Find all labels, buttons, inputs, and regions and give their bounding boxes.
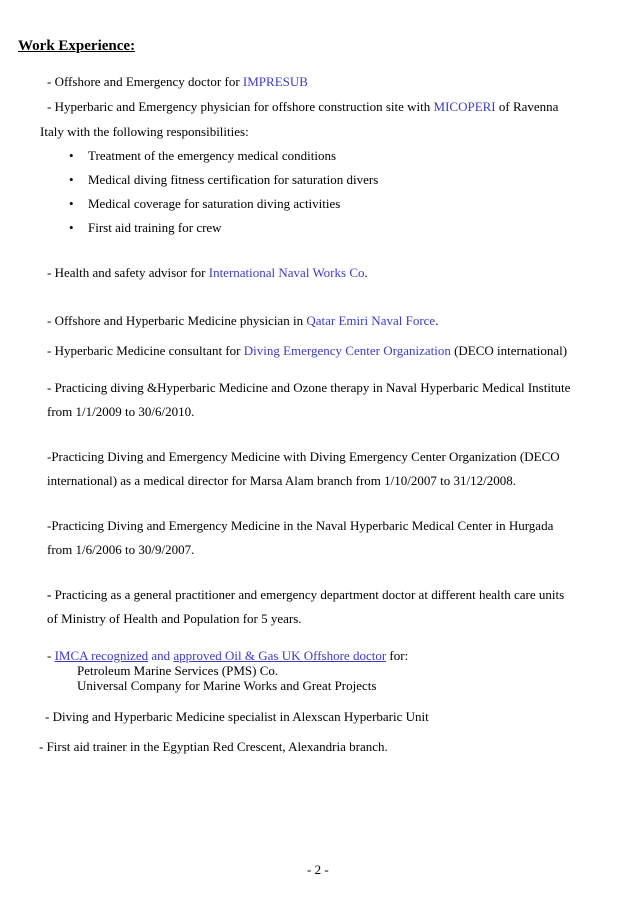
text: - Offshore and Hyperbaric Medicine physician in (47, 313, 307, 328)
bullet-item: Medical diving fitness certification for saturation divers (88, 172, 379, 187)
experience-imca (47, 648, 408, 664)
experience-naval-works (47, 265, 368, 281)
text: - Hyperbaric and Emergency physician for offshore construction site with (47, 99, 434, 114)
imca-company-1: Petroleum Marine Services (PMS) Co. (77, 663, 279, 678)
dash: - (47, 587, 52, 602)
experience-ozone: - Practicing diving &Hyperbaric Medicine and Ozone therapy in Naval Hyperbaric Medical Institute (47, 380, 571, 395)
company-link-impresub[interactable]: IMPRESUB (242, 74, 308, 89)
experience-marsa-alam-line2: international) as a medical director for Marsa Alam branch from 1/10/2007 to 31/12/2008. (47, 473, 516, 488)
text: Practicing as a general practitioner and emergency department doctor at different health care units (51, 587, 565, 602)
experience-gp (47, 587, 564, 603)
bullet-item: Treatment of the emergency medical conditions (88, 148, 337, 163)
experience-hurgada-line2: from 1/6/2006 to 30/9/2007. (47, 542, 195, 557)
bullet-icon: • (69, 148, 74, 163)
experience-impresub (47, 74, 308, 90)
section-heading: Work Experience: (18, 38, 136, 54)
text: and (148, 648, 174, 663)
experience-marsa-alam: -Practicing Diving and Emergency Medicine with Diving Emergency Center Organization (DECO (47, 449, 560, 464)
experience-qatar (47, 313, 438, 329)
company-link-micoperi[interactable]: MICOPERI (433, 99, 496, 114)
text: for: (386, 648, 409, 663)
experience-alexscan: - Diving and Hyperbaric Medicine specialist in Alexscan Hyperbaric Unit (45, 709, 429, 724)
oil-gas-uk-link[interactable]: approved Oil & Gas UK Offshore doctor (173, 648, 387, 663)
imca-company-2: Universal Company for Marine Works and Great Projects (77, 678, 377, 693)
text: . (364, 265, 368, 280)
bullet-item: Medical coverage for saturation diving activities (88, 196, 341, 211)
experience-ozone-line2: from 1/1/2009 to 30/6/2010. (47, 404, 195, 419)
text: - (47, 648, 55, 663)
imca-link[interactable]: IMCA recognized (54, 648, 149, 663)
experience-micoperi-line2: Italy with the following responsibilities: (40, 124, 249, 139)
company-link-deco[interactable]: Diving Emergency Center Organization (243, 343, 451, 358)
text: (DECO international) (450, 343, 568, 358)
bullet-icon: • (69, 220, 74, 235)
experience-gp-line2: of Ministry of Health and Population for 5 years. (47, 611, 302, 626)
text: of Ravenna (495, 99, 559, 114)
experience-red-crescent: - First aid trainer in the Egyptian Red Crescent, Alexandria branch. (39, 739, 388, 754)
experience-deco (47, 343, 567, 359)
company-link-qatar[interactable]: Qatar Emiri Naval Force (306, 313, 436, 328)
bullet-icon: • (69, 196, 74, 211)
bullet-icon: • (69, 172, 74, 187)
bullet-item: First aid training for crew (88, 220, 222, 235)
text: . (435, 313, 439, 328)
experience-micoperi (47, 99, 558, 115)
text: - Hyperbaric Medicine consultant for (47, 343, 244, 358)
company-link-naval-works[interactable]: International Naval Works Co (208, 265, 365, 280)
text: - Offshore and Emergency doctor for (47, 74, 243, 89)
experience-hurgada: -Practicing Diving and Emergency Medicine in the Naval Hyperbaric Medical Center in Hurgada (47, 518, 554, 533)
text: - Health and safety advisor for (47, 265, 209, 280)
page-number: - 2 - (307, 862, 329, 877)
